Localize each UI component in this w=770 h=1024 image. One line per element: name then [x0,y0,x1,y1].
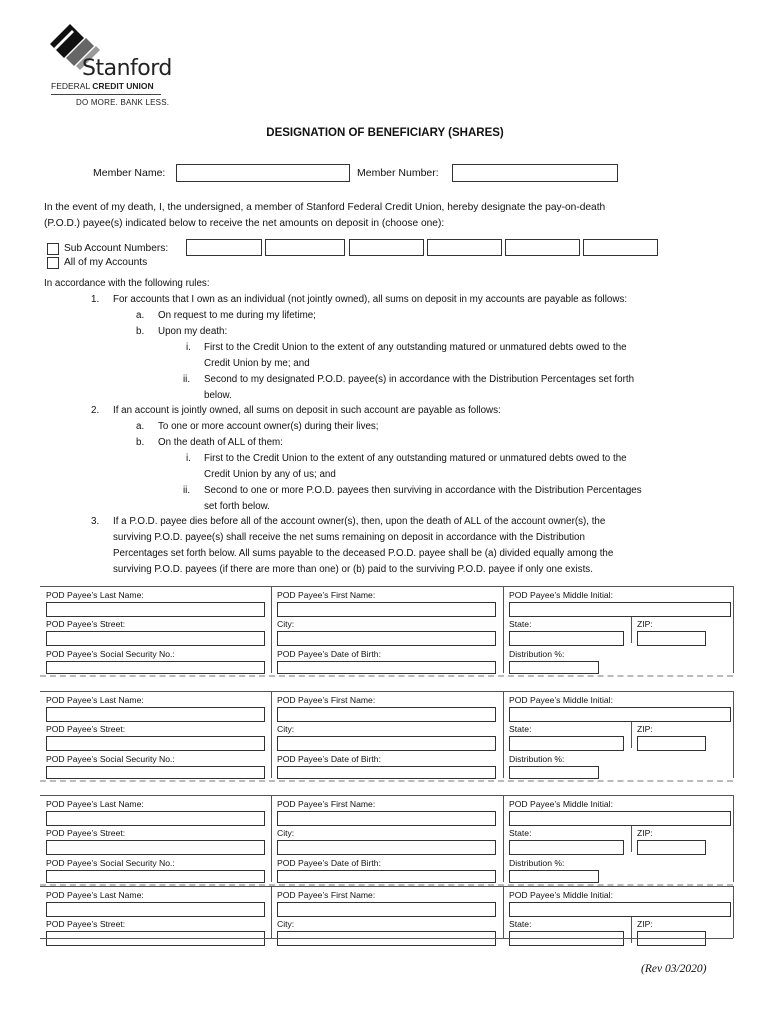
payee-2-divider-1 [271,691,272,778]
payee-3-dob-input[interactable] [277,870,496,883]
sub-account-input-6[interactable] [583,239,658,256]
rule-1b-ii-marker: ii. [183,374,191,385]
rule-3-line-1: If a P.O.D. payee dies before all of the account owner(s), then, upon the death of ALL of the account owner(s), the [113,516,606,527]
intro-line-2: (P.O.D.) payee(s) indicated below to receive the net amounts on deposit in (choose one): [44,218,445,229]
payee-1-bottom-dashed-rule [40,675,733,677]
payee-1-last-name-label: POD Payee’s Last Name: [46,590,144,600]
payee-3-first-name-input[interactable] [277,811,496,826]
payee-2-last-name-label: POD Payee’s Last Name: [46,695,144,705]
payee-1-middle-initial-input[interactable] [509,602,731,617]
payee-2-ssn-label: POD Payee’s Social Security No.: [46,754,175,764]
payee-1-state-label: State: [509,619,532,629]
payee-1-distribution-input[interactable] [509,661,599,674]
sub-accounts-checkbox[interactable] [47,243,59,255]
payee-4-first-name-label: POD Payee’s First Name: [277,890,376,900]
payee-3-state-label: State: [509,828,532,838]
rule-2b-marker: b. [136,437,145,448]
rule-2a: To one or more account owner(s) during their lives; [158,421,379,432]
payee-1-first-name-input[interactable] [277,602,496,617]
payee-1-city-input[interactable] [277,631,496,646]
rules-intro: In accordance with the following rules: [44,278,210,289]
sub-account-input-2[interactable] [265,239,345,256]
rule-2-number: 2. [91,405,100,416]
payee-2-street-label: POD Payee’s Street: [46,724,126,734]
payee-2-first-name-label: POD Payee’s First Name: [277,695,376,705]
payee-3-state-zip-divider [631,826,632,852]
payee-1-zip-input[interactable] [637,631,706,646]
payee-4-street-label: POD Payee’s Street: [46,919,126,929]
member-number-input[interactable] [452,164,618,182]
payee-3-divider-3 [733,795,734,882]
payee-4-middle-initial-label: POD Payee’s Middle Initial: [509,890,613,900]
rule-3-line-4: surviving P.O.D. payees (if there are more than one) or (b) paid to the surviving P.O.D. payee if only one exists. [113,564,593,575]
sub-account-input-1[interactable] [186,239,262,256]
payee-3-dob-label: POD Payee’s Date of Birth: [277,858,381,868]
rule-2b-ii-marker: ii. [183,485,191,496]
payee-2-bottom-dashed-rule [40,780,733,782]
payee-1-zip-label: ZIP: [637,619,653,629]
rule-1a-marker: a. [136,310,145,321]
payee-4-divider-2 [503,886,504,938]
logo-name: Stanford [82,56,172,81]
payee-2-ssn-input[interactable] [46,766,265,779]
payee-2-distribution-label: Distribution %: [509,754,565,764]
all-accounts-checkbox[interactable] [47,257,59,269]
payee-4-state-zip-divider [631,917,632,943]
rule-1b: Upon my death: [158,326,228,337]
rule-3-line-2: surviving P.O.D. payee(s) shall receive the net sums remaining on deposit in accordance with the Distribution [113,532,585,543]
sub-accounts-label: Sub Account Numbers: [64,243,169,254]
payee-4-divider-1 [271,886,272,938]
payee-4-state-label: State: [509,919,532,929]
form-title: DESIGNATION OF BENEFICIARY (SHARES) [266,127,504,139]
member-number-label: Member Number: [357,167,439,179]
rule-1b-i-line-2: Credit Union by me; and [204,358,310,369]
payee-1-middle-initial-label: POD Payee’s Middle Initial: [509,590,613,600]
payee-2-middle-initial-input[interactable] [509,707,731,722]
payee-3-street-label: POD Payee’s Street: [46,828,126,838]
payee-1-distribution-label: Distribution %: [509,649,565,659]
payee-4-last-name-label: POD Payee’s Last Name: [46,890,144,900]
payee-3-last-name-input[interactable] [46,811,265,826]
payee-4-last-name-input[interactable] [46,902,265,917]
revision-label: (Rev 03/2020) [641,963,707,975]
payee-1-first-name-label: POD Payee’s First Name: [277,590,376,600]
payee-3-first-name-label: POD Payee’s First Name: [277,799,376,809]
payee-3-zip-label: ZIP: [637,828,653,838]
logo-subtitle-plain: FEDERAL [51,81,90,91]
rule-2a-marker: a. [136,421,145,432]
sub-account-input-5[interactable] [505,239,580,256]
rule-2b-ii-line-1: Second to one or more P.O.D. payees then surviving in accordance with the Distribution Percentages [204,485,642,496]
payee-2-state-input[interactable] [509,736,624,751]
logo-tagline: DO MORE. BANK LESS. [76,98,170,107]
payee-3-distribution-label: Distribution %: [509,858,565,868]
payee-1-street-input[interactable] [46,631,265,646]
payee-3-distribution-input[interactable] [509,870,599,883]
payee-3-middle-initial-input[interactable] [509,811,731,826]
payee-3-divider-2 [503,795,504,882]
payee-3-zip-input[interactable] [637,840,706,855]
rule-2b-i-line-2: Credit Union by any of us; and [204,469,336,480]
member-name-label: Member Name: [93,167,166,179]
sub-account-input-3[interactable] [349,239,424,256]
payee-2-dob-input[interactable] [277,766,496,779]
rule-1: For accounts that I own as an individual (not jointly owned), all sums on deposit in my accounts are payable as follows: [113,294,628,305]
payee-4-top-rule [40,886,733,887]
payee-3-last-name-label: POD Payee’s Last Name: [46,799,144,809]
rule-1b-i-line-1: First to the Credit Union to the extent of any outstanding matured or unmatured debts owed to the [204,342,627,353]
payee-2-divider-2 [503,691,504,778]
rule-3-line-3: Percentages set forth below. All sums payable to the deceased P.O.D. payee shall be (a) divided equally among the [113,548,614,559]
payee-2-first-name-input[interactable] [277,707,496,722]
payee-1-divider-1 [271,586,272,673]
payee-3-ssn-label: POD Payee’s Social Security No.: [46,858,175,868]
payee-1-state-zip-divider [631,617,632,643]
rule-2b-i-marker: i. [186,453,191,464]
logo [44,18,174,110]
payee-2-city-label: City: [277,724,295,734]
payee-3-middle-initial-label: POD Payee’s Middle Initial: [509,799,613,809]
payee-2-street-input[interactable] [46,736,265,751]
payee-1-state-input[interactable] [509,631,624,646]
payee-1-city-label: City: [277,619,295,629]
payee-1-last-name-input[interactable] [46,602,265,617]
payee-2-zip-label: ZIP: [637,724,653,734]
payee-3-city-label: City: [277,828,295,838]
rule-1b-marker: b. [136,326,145,337]
all-accounts-label: All of my Accounts [64,257,148,268]
payee-2-middle-initial-label: POD Payee’s Middle Initial: [509,695,613,705]
sub-account-input-4[interactable] [427,239,502,256]
rule-2b: On the death of ALL of them: [158,437,283,448]
rule-1b-i-marker: i. [186,342,191,353]
payee-4-first-name-input[interactable] [277,902,496,917]
payee-1-ssn-input[interactable] [46,661,265,674]
payee-2-state-zip-divider [631,722,632,748]
payee-3-street-input[interactable] [46,840,265,855]
payee-4-city-label: City: [277,919,295,929]
intro-line-1: In the event of my death, I, the undersigned, a member of Stanford Federal Credit Union, hereby designate the pay-on-death [44,202,606,213]
payee-3-state-input[interactable] [509,840,624,855]
payee-2-distribution-input[interactable] [509,766,599,779]
payee-2-last-name-input[interactable] [46,707,265,722]
payee-4-bottom-rule [40,938,733,939]
payee-1-top-rule [40,586,733,587]
payee-3-divider-1 [271,795,272,882]
payee-1-ssn-label: POD Payee’s Social Security No.: [46,649,175,659]
rule-2: If an account is jointly owned, all sums on deposit in such account are payable as follows: [113,405,501,416]
payee-2-divider-3 [733,691,734,778]
rule-2b-i-line-1: First to the Credit Union to the extent of any outstanding matured or unmatured debts owed to the [204,453,627,464]
logo-divider [51,94,161,95]
payee-1-divider-2 [503,586,504,673]
payee-1-dob-label: POD Payee’s Date of Birth: [277,649,381,659]
payee-2-state-label: State: [509,724,532,734]
logo-subtitle [51,81,154,91]
rule-2b-ii-line-2: set forth below. [204,501,270,512]
payee-2-top-rule [40,691,733,692]
payee-2-zip-input[interactable] [637,736,706,751]
member-name-input[interactable] [176,164,350,182]
payee-2-dob-label: POD Payee’s Date of Birth: [277,754,381,764]
payee-3-ssn-input[interactable] [46,870,265,883]
payee-3-city-input[interactable] [277,840,496,855]
payee-1-street-label: POD Payee’s Street: [46,619,126,629]
rule-1b-ii-line-2: below. [204,390,232,401]
payee-3-top-rule [40,795,733,796]
payee-4-zip-label: ZIP: [637,919,653,929]
rule-1-number: 1. [91,294,100,305]
payee-4-divider-3 [733,886,734,938]
payee-4-middle-initial-input[interactable] [509,902,731,917]
rule-1a: On request to me during my lifetime; [158,310,316,321]
rule-3-number: 3. [91,516,100,527]
payee-1-divider-3 [733,586,734,673]
rule-1b-ii-line-1: Second to my designated P.O.D. payee(s) in accordance with the Distribution Percentages set forth [204,374,635,385]
payee-1-dob-input[interactable] [277,661,496,674]
logo-subtitle-bold: CREDIT UNION [92,81,154,91]
payee-2-city-input[interactable] [277,736,496,751]
